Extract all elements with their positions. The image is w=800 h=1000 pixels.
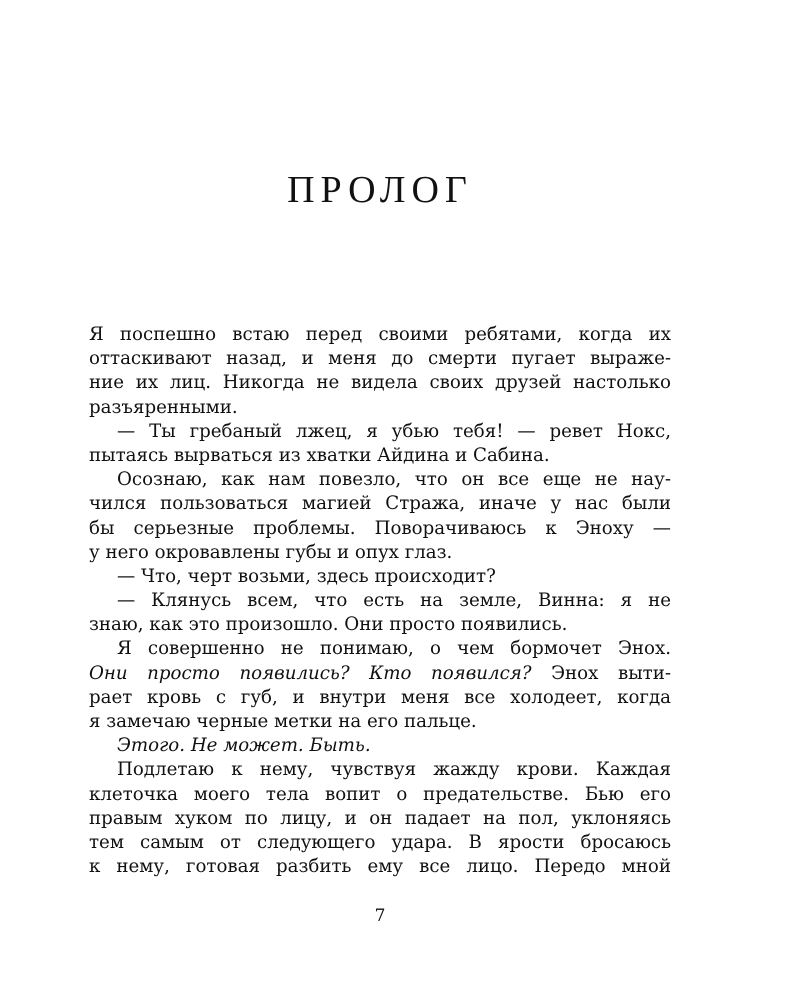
text-line: пытаясь вырваться из хватки Айдина и Сабина. — [89, 444, 550, 466]
text-line: ние их лиц. Никогда не видела своих друзей настолько — [89, 372, 671, 394]
italic-phrase: Они просто появились? Кто появился? — [89, 662, 532, 684]
text-line: чился пользоваться магией Стража, иначе у нас были — [89, 493, 671, 515]
text-line: разъяренными. — [89, 396, 238, 418]
italic-phrase: Этого. Не может. Быть. — [117, 735, 371, 757]
text-line: тем самым от следующего удара. В ярости бросаюсь — [89, 831, 671, 853]
text-line: рает кровь с губ, и внутри меня все холодеет, когда — [89, 686, 671, 708]
text-line: Подлетаю к нему, чувствуя жажду крови. Каждая — [117, 759, 671, 781]
text-line: Они просто появились? Кто появился? Энох выти- — [89, 662, 671, 684]
text-line: у него окровавлены губы и опух глаз. — [89, 541, 453, 563]
text-line: — Ты гребаный лжец, я убью тебя! — ревет Нокс, — [117, 420, 671, 442]
text-line: клеточка моего тела вопит о предательстве. Бью его — [89, 783, 671, 805]
text-line: Я совершенно не понимаю, о чем бормочет Энох. — [117, 638, 671, 660]
page-number: 7 — [374, 906, 386, 926]
text-line: знаю, как это произошло. Они просто появились. — [89, 614, 568, 636]
text-line: Я поспешно встаю перед своими ребятами, когда их — [89, 324, 671, 345]
text-line: правым хуком по лицу, и он падает на пол, уклоняясь — [89, 807, 671, 829]
chapter-title: ПРОЛОГ — [287, 169, 473, 211]
chapter-body — [89, 323, 671, 879]
text-line: оттаскивают назад, и меня до смерти пугает выраже- — [89, 348, 671, 370]
text-line: — Клянусь всем, что есть на земле, Винна: я не — [117, 590, 671, 612]
text-line: Осознаю, как нам повезло, что он все еще не нау- — [117, 469, 671, 491]
text-line: — Что, черт возьми, здесь происходит? — [117, 565, 496, 587]
text-line: я замечаю черные метки на его пальце. — [89, 711, 477, 732]
text-line: бы серьезные проблемы. Поворачиваюсь к Эноху — — [89, 517, 671, 539]
text-line: к нему, готовая разбить ему все лицо. Передо мной — [89, 856, 671, 878]
text-line — [89, 734, 671, 758]
